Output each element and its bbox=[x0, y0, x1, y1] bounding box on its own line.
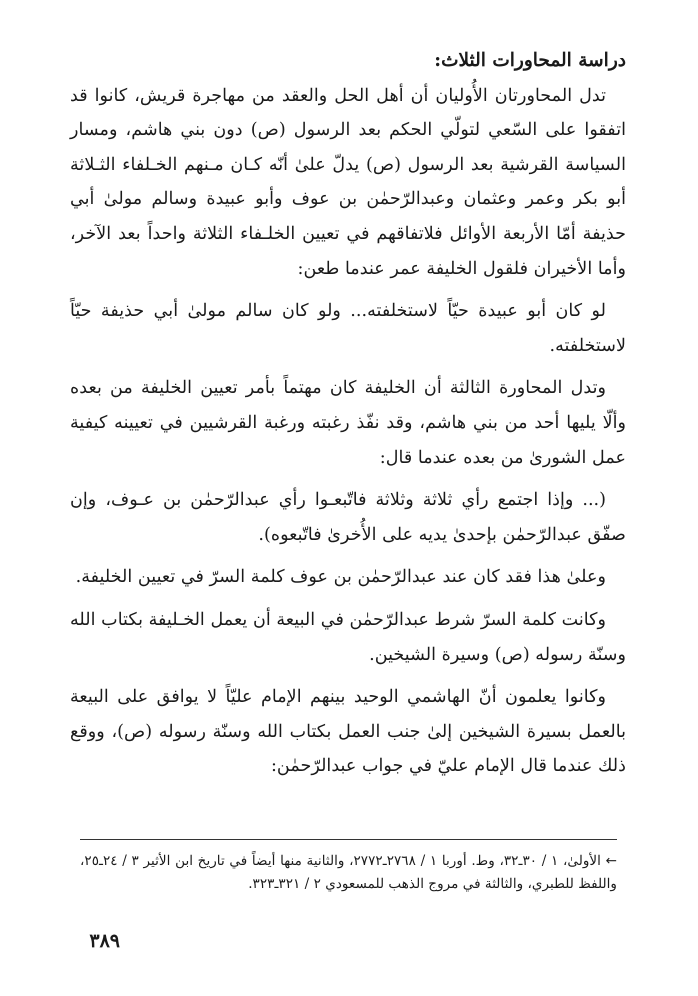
section-heading: دراسة المحاورات الثلاث: bbox=[434, 50, 626, 71]
paragraph-5: وكانوا يعلمون أنّ الهاشمي الوحيد بينهم الإمام عليّاً لا يوافق على البيعة بالعمل بسيرة الشيخين إلىٰ جنب العمل بكتاب الله وسنّة رسوله (ص)، ووقع ذلك عندما قال الإمام عليّ في جواب عبدالرّحمٰن: bbox=[70, 687, 626, 777]
paragraph-1: تدل المحاورتان الأُوليان أن أهل الحل والعقد من مهاجرة قريش، كانوا قد اتفقوا على السّعي لتولّي الحكم بعد الرسول (ص) دون بني هاشم، ومسار السياسة القرشية بعد الرسول (ص) يدلّ علىٰ أنّه كـان مـنهم الخـلفاء الثـلاثة أبو بكر وعمر وعثمان وعبدالرّحمٰن بن عوف وأبو عبيدة وسالم مولىٰ أبي حذيفة أمّا الأربعة الأوائل فلاتفاقهم في تعيين الخلـفاء الثلاثة واحداً بعد الآخر، وأما الأخيران فلقول الخليفة عمر عندما طعن: bbox=[70, 85, 626, 279]
footnote-text: الأولىٰ، ١ / ٣٠ـ٣٢، وط. أوربا ١ / ٢٧٦٨ـ٢٧٧٢، والثانية منها أيضاً في تاريخ ابن الأثير ٣ / ٢٤ـ٢٥، واللفظ للطبري، والثالثة في مروج الذهب للمسعودي ٢ / ٣٢١ـ٣٢٣. bbox=[80, 853, 617, 892]
main-text bbox=[70, 44, 626, 784]
footnote bbox=[80, 850, 617, 896]
quote-2: (... وإذا اجتمع رأي ثلاثة وثلاثة فاتّبعـوا رأي عبدالرّحمٰن بن عـوف، وإن صفّق عبدالرّحمٰن بإحدىٰ يديه على الأُخرىٰ فاتّبعوه). bbox=[70, 490, 626, 545]
page-number: ٣٨٩ bbox=[89, 930, 120, 952]
paragraph-3: وعلىٰ هذا فقد كان عند عبدالرّحمٰن بن عوف كلمة السرّ في تعيين الخليفة. bbox=[75, 567, 606, 588]
continuation-arrow-icon: ← bbox=[605, 853, 618, 869]
paragraph-4: وكانت كلمة السرّ شرط عبدالرّحمٰن في البيعة أن يعمل الخـليفة بكتاب الله وسنّة رسوله (ص) وسيرة الشيخين. bbox=[70, 609, 626, 665]
footnote-divider bbox=[80, 839, 617, 840]
quote-1: لو كان أبو عبيدة حيّاً لاستخلفته... ولو كان سالم مولىٰ أبي حذيفة حيّاً لاستخلفته. bbox=[70, 301, 626, 356]
paragraph-2: وتدل المحاورة الثالثة أن الخليفة كان مهتماً بأمر تعيين الخليفة من بعده وألّا يليها أحد من بني هاشم، وقد نفّذ رغبته ورغبة القرشيين في تعيينه كيفية عمل الشورىٰ من بعده عندما قال: bbox=[70, 378, 626, 468]
